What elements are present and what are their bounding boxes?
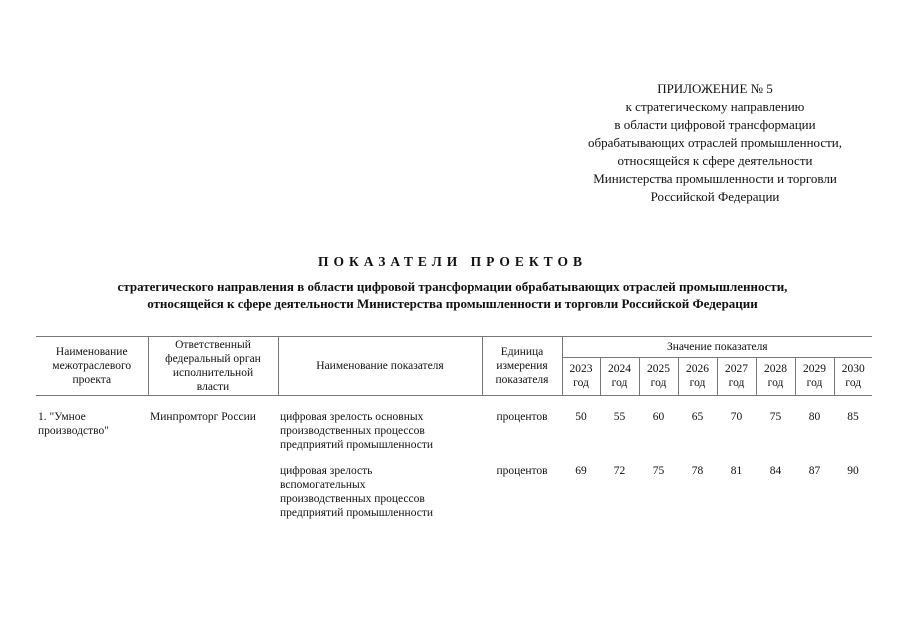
subtitle-line: относящейся к сфере деятельности Министерства промышленности и торговли Российской Федерации bbox=[147, 296, 758, 311]
header-project: Наименование межотраслевого проекта bbox=[36, 337, 148, 396]
appendix-line: обрабатывающих отраслей промышленности, bbox=[587, 135, 843, 150]
cell-value-2024: 55 bbox=[613, 411, 626, 423]
document-subtitle bbox=[0, 278, 905, 312]
cell-value-2024: 72 bbox=[613, 465, 626, 477]
cell-value-2027: 70 bbox=[730, 411, 743, 423]
header-year-2028: 2028 год bbox=[756, 357, 795, 395]
header-year-2029: 2029 год bbox=[795, 357, 834, 395]
cell-unit: процентов bbox=[496, 411, 548, 423]
subtitle-line: стратегического направления в области цифровой трансформации обрабатывающих отраслей промышленности, bbox=[117, 279, 788, 294]
header-indicator: Наименование показателя bbox=[278, 337, 482, 396]
appendix-line: Российской Федерации bbox=[650, 189, 780, 204]
cell-value-2030: 90 bbox=[847, 465, 859, 477]
cell-value-2029: 80 bbox=[808, 411, 821, 423]
cell-value-2029: 87 bbox=[808, 465, 821, 477]
header-year-2027: 2027 год bbox=[717, 357, 756, 395]
cell-unit: процентов bbox=[496, 465, 548, 477]
appendix-line: ПРИЛОЖЕНИЕ № 5 bbox=[657, 81, 773, 96]
cell-value-2025: 75 bbox=[652, 465, 665, 477]
header-year-2025: 2025 год bbox=[639, 357, 678, 395]
cell-agency bbox=[148, 464, 278, 520]
cell-value-2030: 85 bbox=[847, 411, 859, 423]
cell-value-2027: 81 bbox=[730, 465, 743, 477]
header-year-2024: 2024 год bbox=[600, 357, 639, 395]
cell-value-2023: 50 bbox=[575, 411, 587, 423]
cell-value-2028: 84 bbox=[769, 465, 782, 477]
appendix-header bbox=[560, 80, 870, 206]
cell-agency: Минпромторг России bbox=[150, 411, 256, 423]
appendix-line: Министерства промышленности и торговли bbox=[593, 171, 837, 186]
cell-value-2026: 78 bbox=[691, 465, 704, 477]
cell-value-2028: 75 bbox=[769, 411, 782, 423]
header-year-2026: 2026 год bbox=[678, 357, 717, 395]
cell-value-2023: 69 bbox=[575, 465, 587, 477]
header-value-group: Значение показателя bbox=[562, 337, 872, 358]
cell-project: 1. "Умное производство" bbox=[38, 411, 109, 437]
cell-indicator: цифровая зрелость вспомогательных производственных процессов предприятий промышленности bbox=[280, 465, 434, 519]
appendix-line: к стратегическому направлению bbox=[625, 99, 805, 114]
appendix-line: в области цифровой трансформации bbox=[614, 117, 816, 132]
document-title: ПОКАЗАТЕЛИ ПРОЕКТОВ bbox=[318, 254, 587, 269]
header-agency: Ответственный федеральный орган исполнительной власти bbox=[148, 337, 278, 396]
header-year-2023: 2023 год bbox=[562, 357, 600, 395]
indicators-table bbox=[36, 336, 872, 520]
cell-project bbox=[36, 464, 148, 520]
table-row bbox=[36, 410, 872, 452]
cell-indicator: цифровая зрелость основных производственных процессов предприятий промышленности bbox=[280, 411, 434, 451]
cell-value-2025: 60 bbox=[652, 411, 665, 423]
header-year-2030: 2030 год bbox=[834, 357, 872, 395]
appendix-line: относящейся к сфере деятельности bbox=[617, 153, 813, 168]
cell-value-2026: 65 bbox=[691, 411, 704, 423]
table-row bbox=[36, 464, 872, 520]
header-unit: Единица измерения показателя bbox=[482, 337, 562, 396]
